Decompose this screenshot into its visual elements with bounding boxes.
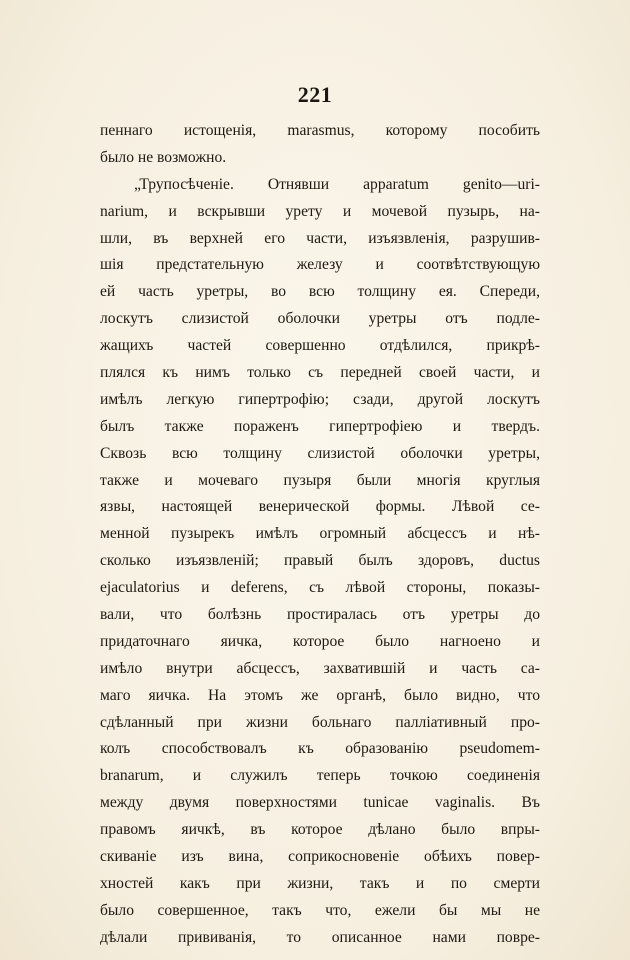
text-line: скиваніе изъ вина, соприкосновеніе обѣихъ повер- <box>100 848 540 866</box>
text-line: вали, что болѣзнь простиралась отъ урeтры до <box>100 606 540 624</box>
text-line: хностей какъ при жизни, такъ и по смерти <box>100 874 540 892</box>
text-line: колъ способствовалъ къ образованію pseudomem- <box>100 740 540 758</box>
text-line: ей часть урeтры, во всю толщину ея. Спереди, <box>100 283 540 301</box>
text-line: менной пузырекъ имѣлъ огромный абсцессъ и нѣ- <box>100 525 540 543</box>
text-line: между двумя поверхностями tunicae vaginalis. Въ <box>100 794 540 812</box>
text-line: имѣлъ легкую гипертрофію; сзади, другой лоскутъ <box>100 390 540 408</box>
text-line: также и мочеваго пузыря были многія круглыя <box>100 471 540 489</box>
text-line: имѣло внутри абсцессъ, захватившій и часть са- <box>100 659 540 677</box>
text-line: язвы, настоящей венерической формы. Лѣвой се- <box>100 498 540 516</box>
text-line: было не возможно. <box>100 148 227 166</box>
page-number: 221 <box>297 82 333 107</box>
text-line: ejaculatorius и deferens, съ лѣвой стороны, показы- <box>100 579 540 597</box>
text-line: дѣлали прививанія, то описанное нами повре- <box>100 928 540 946</box>
text-line: лоскутъ слизистой оболочки урeтры отъ подле- <box>100 310 540 328</box>
text-line: сдѣланный при жизни больнаго палліативный про- <box>100 713 540 731</box>
text-line: шли, въ верхней его части, изъязвленія, разрушив- <box>100 229 540 247</box>
text-line: правомъ яичкѣ, въ которое дѣлано было впры- <box>100 821 540 839</box>
text-line: сколько изъязвленій; правый былъ здоровъ, ductus <box>100 552 540 570</box>
text-line: Сквозь всю толщину слизистой оболочки урeтры, <box>100 444 540 462</box>
text-line: плялся къ нимъ только съ передней своей части, и <box>100 364 540 382</box>
text-line: придаточнаго яичка, которое было нагноено и <box>100 632 540 650</box>
body-text <box>100 118 540 952</box>
text-line: былъ также пораженъ гипертрофіею и твердъ. <box>100 417 540 435</box>
text-line: narium, и вскрывши урету и мочевой пузырь, на- <box>100 202 540 220</box>
text-line: пеннаго истощенія, marasmus, которому пособить <box>100 122 540 139</box>
text-line: было совершенное, такъ что, ежели бы мы не <box>100 901 540 919</box>
text-line: жащихъ частей совершенно отдѣлился, прикрѣ- <box>100 337 540 355</box>
text-line: „Трупосѣченіе. Отнявши apparatum genito—uri- <box>134 175 540 193</box>
text-line: маго яичка. На этомъ же органѣ, было видно, что <box>100 686 540 704</box>
text-line: шія предстательную железу и соотвѣтствующую <box>100 256 540 274</box>
text-line: branarum, и служилъ теперь точкою соединенія <box>100 767 540 785</box>
